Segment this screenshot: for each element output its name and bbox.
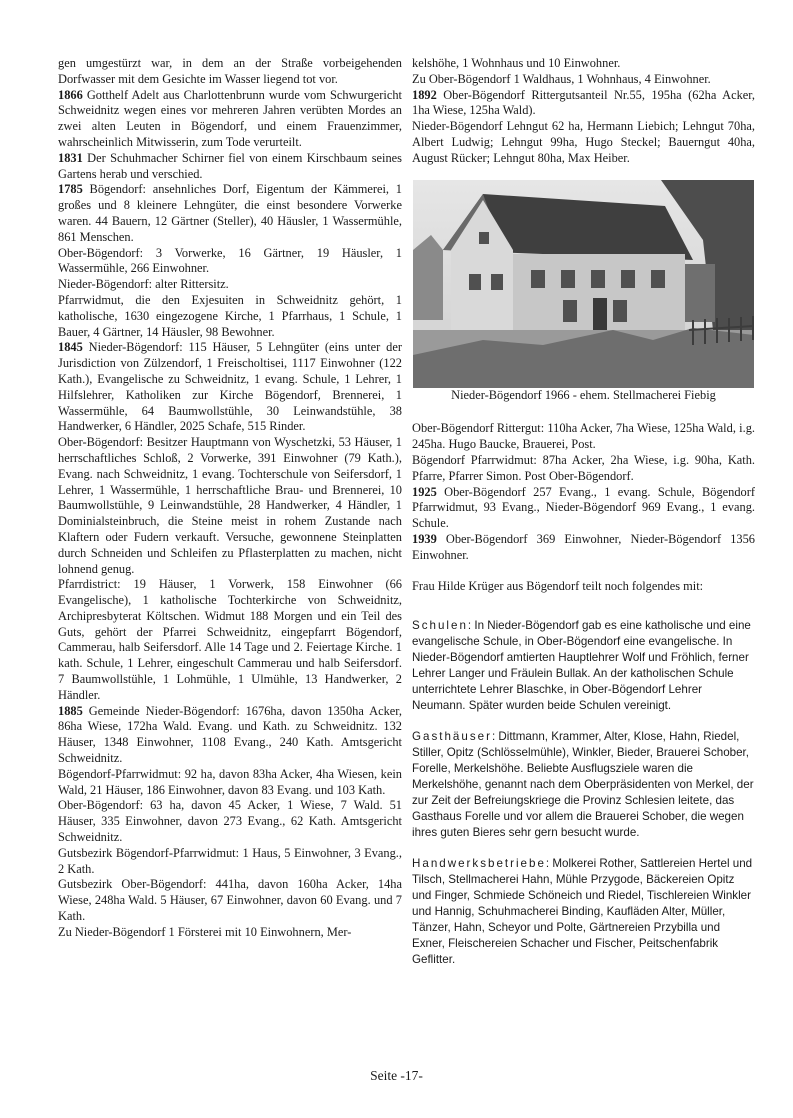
paragraph-text: Ober-Bögendorf Rittergut: 110ha Acker, 7ha Wiese, 125ha Wald, i.g. 245ha. Hugo Baucke, Brauerei, Post. bbox=[412, 421, 755, 452]
paragraph-left-15 bbox=[58, 925, 402, 941]
paragraph-left-12 bbox=[58, 798, 402, 845]
paragraph-left-3 bbox=[58, 182, 402, 245]
paragraph-text: Ober-Bögendorf: Besitzer Hauptmann von Wyschetzki, 53 Häuser, 1 herrschaftliches Schloß, 2 Vorwerke, 391 Einwohner (79 Kath.), Evang. nach Schweidnitz, 1 evang. Tochterschule von Seifersdorf, 1 Lehrer, 1 Wassermühle, 1 herrschaftliche Brau- und Brennerei, 10 Baumwollstühle, 9 Leinwandstühle, 28 Handwerker, 4 Händler, 1 Dominialsteinbruch, die Steine meist in rohem Zustande nach Klaftern oder Fudern verkauft. Versuche, gewonnene Steinplatten durch Schneiden und Schleifen zu Pflasterplatten zu machen, nicht lohnend genug. bbox=[58, 435, 402, 576]
section-text: : Molkerei Rother, Sattlereien Hertel und Tilsch, Stellmacherei Hahn, Mühle Przygode, Bäckereien Opitz und Finger, Schmiede Schöneich und Riedel, Tischlereien Winkler und Hannig, Schuhmacherei Binding, Kaufläden Alter, Müller, Tänzer, Hahn, Scheyor und Polte, Gärtnereien Przybilla und Exner, Fleischereien Schacher und Fischer, Peitschenfabrik Geflitter. bbox=[412, 857, 753, 967]
section-text: : Dittmann, Krammer, Alter, Klose, Hahn, Riedel, Stiller, Opitz (Schlösselmühle), Winkler, Bieder, Brauerei Schober, Forelle, Merkelshöhe. Beliebte Ausflugsziele waren die Merkelshöhe, genannt nach dem Oberpräsidenten von Merkel, der zur Zeit der Befreiungskriege die Provinz Schlesien leitete, das Gasthaus Forelle und vor allem die Brauerei Schober, die wegen ihres guten Bieres sehr gern besucht wurde. bbox=[412, 730, 754, 840]
paragraph-right-7 bbox=[412, 532, 755, 564]
paragraph-text: Pfarrwidmut, die den Exjesuiten in Schweidnitz gehört, 1 katholische, 1630 eingezogene Kirche, 1 Pfarrhaus, 1 Schule, 1 Bauer, 4 Gärtner, 14 Häusler, 98 Bewohner. bbox=[58, 292, 402, 339]
paragraph-left-5 bbox=[58, 277, 402, 293]
photo-caption: Nieder-Bögendorf 1966 - ehem. Stellmacherei Fiebig bbox=[451, 387, 716, 402]
paragraph-text: Bögendorf: ansehnliches Dorf, Eigentum der Kämmerei, 1 großes und 8 kleinere Lehngüter, die einst besondere Vorwerke waren. 44 Bauern, 12 Gärtner (Steller), 40 Häusler, 1 Wassermühle, 861 Menschen. bbox=[58, 182, 402, 244]
section-gasthaeuser bbox=[412, 729, 755, 841]
photo-image bbox=[413, 180, 754, 388]
year: 1845 bbox=[58, 340, 83, 355]
section-heading: Schulen bbox=[412, 619, 468, 633]
paragraph-left-14 bbox=[58, 877, 402, 924]
paragraph-text: Gotthelf Adelt aus Charlottenbrunn wurde vom Schwurgericht Schweidnitz wegen eines vor mehreren Jahren verübten Mordes an zwei alten Leuten in Bögendorf, und einem Frauenzimmer, wahrscheinlich Mitwisserin, zum Tode verurteilt. bbox=[58, 87, 402, 149]
paragraph-text: Gutsbezirk Ober-Bögendorf: 441ha, davon 160ha Acker, 14ha Wiese, 248ha Wald. 5 Häuser, 67 Einwohner, davon 60 Evang. und 7 Kath. bbox=[58, 877, 402, 924]
paragraph-right-0 bbox=[412, 56, 755, 72]
paragraph-text: Ober-Bögendorf 257 Evang., 1 evang. Schule, Bögendorf Pfarrwidmut, 93 Evang., Nieder-Bögendorf 969 Evang., 1 evang. Schule. bbox=[412, 484, 755, 531]
paragraph-left-10 bbox=[58, 704, 402, 767]
year: 1939 bbox=[412, 531, 437, 546]
photo-door bbox=[593, 298, 607, 330]
year: 1785 bbox=[58, 182, 83, 197]
paragraph-left-6 bbox=[58, 293, 402, 340]
intro-text: Frau Hilde Krüger aus Bögendorf teilt noch folgendes mit: bbox=[412, 578, 704, 593]
paragraph-left-9 bbox=[58, 577, 402, 703]
paragraph-left-0 bbox=[58, 56, 402, 88]
paragraph-left-4 bbox=[58, 246, 402, 278]
paragraph-text: Der Schuhmacher Schirner fiel von einem Kirschbaum seines Gartens herab und verschied. bbox=[58, 150, 402, 181]
photo-shed bbox=[685, 264, 715, 322]
paragraph-text: kelshöhe, 1 Wohnhaus und 10 Einwohner. bbox=[412, 56, 621, 70]
paragraph-left-13 bbox=[58, 846, 402, 878]
paragraph-text: Ober-Bögendorf Rittergutsanteil Nr.55, 195ha (62ha Acker, 1ha Wiese, 125ha Wald). bbox=[412, 87, 755, 118]
paragraph-text: Gemeinde Nieder-Bögendorf: 1676ha, davon 1350ha Acker, 86ha Wiese, 172ha Wald. Evang. und Kath. zu Schweidnitz. 132 Häuser, 1348 Einwohner, 1108 Evang., 240 Kath. Amtsgericht Schweidnitz. bbox=[58, 703, 402, 766]
year: 1892 bbox=[412, 87, 437, 102]
paragraph-right-4 bbox=[412, 421, 755, 453]
paragraph-left-7 bbox=[58, 340, 402, 435]
section-heading: Handwerksbetriebe bbox=[412, 857, 546, 871]
paragraph-text: Gutsbezirk Bögendorf-Pfarrwidmut: 1 Haus, 5 Einwohner, 3 Evang., 2 Kath. bbox=[58, 845, 402, 876]
paragraph-left-8 bbox=[58, 435, 402, 577]
year: 1831 bbox=[58, 150, 83, 165]
page-number: Seite -17- bbox=[370, 1068, 423, 1083]
paragraph-text: Pfarrdistrict: 19 Häuser, 1 Vorwerk, 158 Einwohner (66 Evangelische), 1 katholische Tochterkirche von Schweidnitz, Archipresbyterat Költschen. Widmut 188 Morgen und ein Teil des Guts, gehört der Pfarrei Schweidnitz, eingepfarrt Bögendorf, Cammerau, halb Seifersdorf. Alle 14 Tage und 2. Feiertage Kirche. 1 kath. Schule, 1 Lehrer, eingeschult Cammerau und halb Seifersdorf. 7 Baumwollstühle, 1 Lohmühle, 1 Ulmühle, 13 Handwerker, 2 Händler. bbox=[58, 577, 402, 702]
paragraph-text: Ober-Bögendorf 369 Einwohner, Nieder-Bögendorf 1356 Einwohner. bbox=[412, 531, 755, 562]
section-handwerksbetriebe bbox=[412, 856, 755, 968]
year: 1885 bbox=[58, 703, 83, 718]
paragraph-text: Bögendorf-Pfarrwidmut: 92 ha, davon 83ha Acker, 4ha Wiesen, kein Wald, 21 Häuser, 186 Einwohner, davon 83 Evang. und 103 Kath. bbox=[58, 766, 402, 797]
section-schulen bbox=[412, 618, 755, 714]
paragraph-right-2 bbox=[412, 88, 755, 120]
paragraph-text: Bögendorf Pfarrwidmut: 87ha Acker, 2ha Wiese, i.g. 90ha, Kath. Pfarre, Pfarrer Simon. Post Ober-Bögendorf. bbox=[412, 452, 755, 483]
section-heading: Gasthäuser bbox=[412, 730, 492, 744]
paragraph-right-1 bbox=[412, 72, 755, 88]
paragraph-text: Zu Ober-Bögendorf 1 Waldhaus, 1 Wohnhaus, 4 Einwohner. bbox=[412, 71, 711, 86]
section-text: : In Nieder-Bögendorf gab es eine katholische und eine evangelische Schule, in Ober-Bögendorf eine evangelische. In Nieder-Bögendorf amtierten Hauptlehrer Wolf und Fröhlich, ferner Lehrer Langer und Fräulein Bullak. An der katholischen Schule unterrichtete Lehrer Blaschke, in Ober-Bögendorf Lehrer Neumann. Später wurden beide Schulen vereinigt. bbox=[412, 619, 751, 713]
paragraph-text: Ober-Bögendorf: 63 ha, davon 45 Acker, 1 Wiese, 7 Wald. 51 Häuser, 335 Einwohner, davon 273 Evang., 62 Kath. Amtsgericht Schweidnitz. bbox=[58, 798, 402, 845]
photo-left-tree bbox=[413, 235, 443, 320]
paragraph-text: Nieder-Bögendorf: 115 Häuser, 5 Lehngüter (eins unter der Jurisdiction von Zülzendorf, 1 Freischoltisei, 1117 Einwohner (122 Kath.), Evangelische zu Schweidnitz, 1 evang. Schule, 1 Lehrer, 1 Hilfslehrer, Katholiken zur Kirche Bögendorf, Brennerei, 1 Wassermühle, 64 Baumwollstühle, 30 Leinwandstühle, 38 Handwerker, 6 Händler, 2025 Schafe, 515 Rinder. bbox=[58, 340, 402, 434]
paragraph-right-5 bbox=[412, 453, 755, 485]
paragraph-text: Nieder-Bögendorf Lehngut 62 ha, Hermann Liebich; Lehngut 70ha, Albert Ludwig; Lehngut 99ha, Hugo Steckel; Bauerngut 40ha, August Rücker; Lehngut 80ha, Max Heiber. bbox=[412, 119, 755, 165]
paragraph-left-2 bbox=[58, 151, 402, 183]
year: 1866 bbox=[58, 87, 83, 102]
paragraph-text: Zu Nieder-Bögendorf 1 Försterei mit 10 Einwohnern, Mer- bbox=[58, 924, 352, 939]
paragraph-left-1 bbox=[58, 88, 402, 151]
right-column bbox=[412, 56, 755, 968]
paragraph-right-6 bbox=[412, 485, 755, 532]
year: 1925 bbox=[412, 484, 437, 499]
left-column bbox=[58, 56, 402, 941]
paragraph-left-11 bbox=[58, 767, 402, 799]
paragraph-text: Nieder-Bögendorf: alter Rittersitz. bbox=[58, 277, 229, 292]
paragraph-right-3 bbox=[412, 119, 755, 166]
paragraph-text: gen umgestürzt war, in dem an der Straße vorbeigehenden Dorfwasser mit dem Gesichte im Wasser liegend tot vor. bbox=[58, 56, 402, 86]
paragraph-text: Ober-Bögendorf: 3 Vorwerke, 16 Gärtner, 19 Häusler, 1 Wassermühle, 266 Einwohner. bbox=[58, 245, 402, 276]
